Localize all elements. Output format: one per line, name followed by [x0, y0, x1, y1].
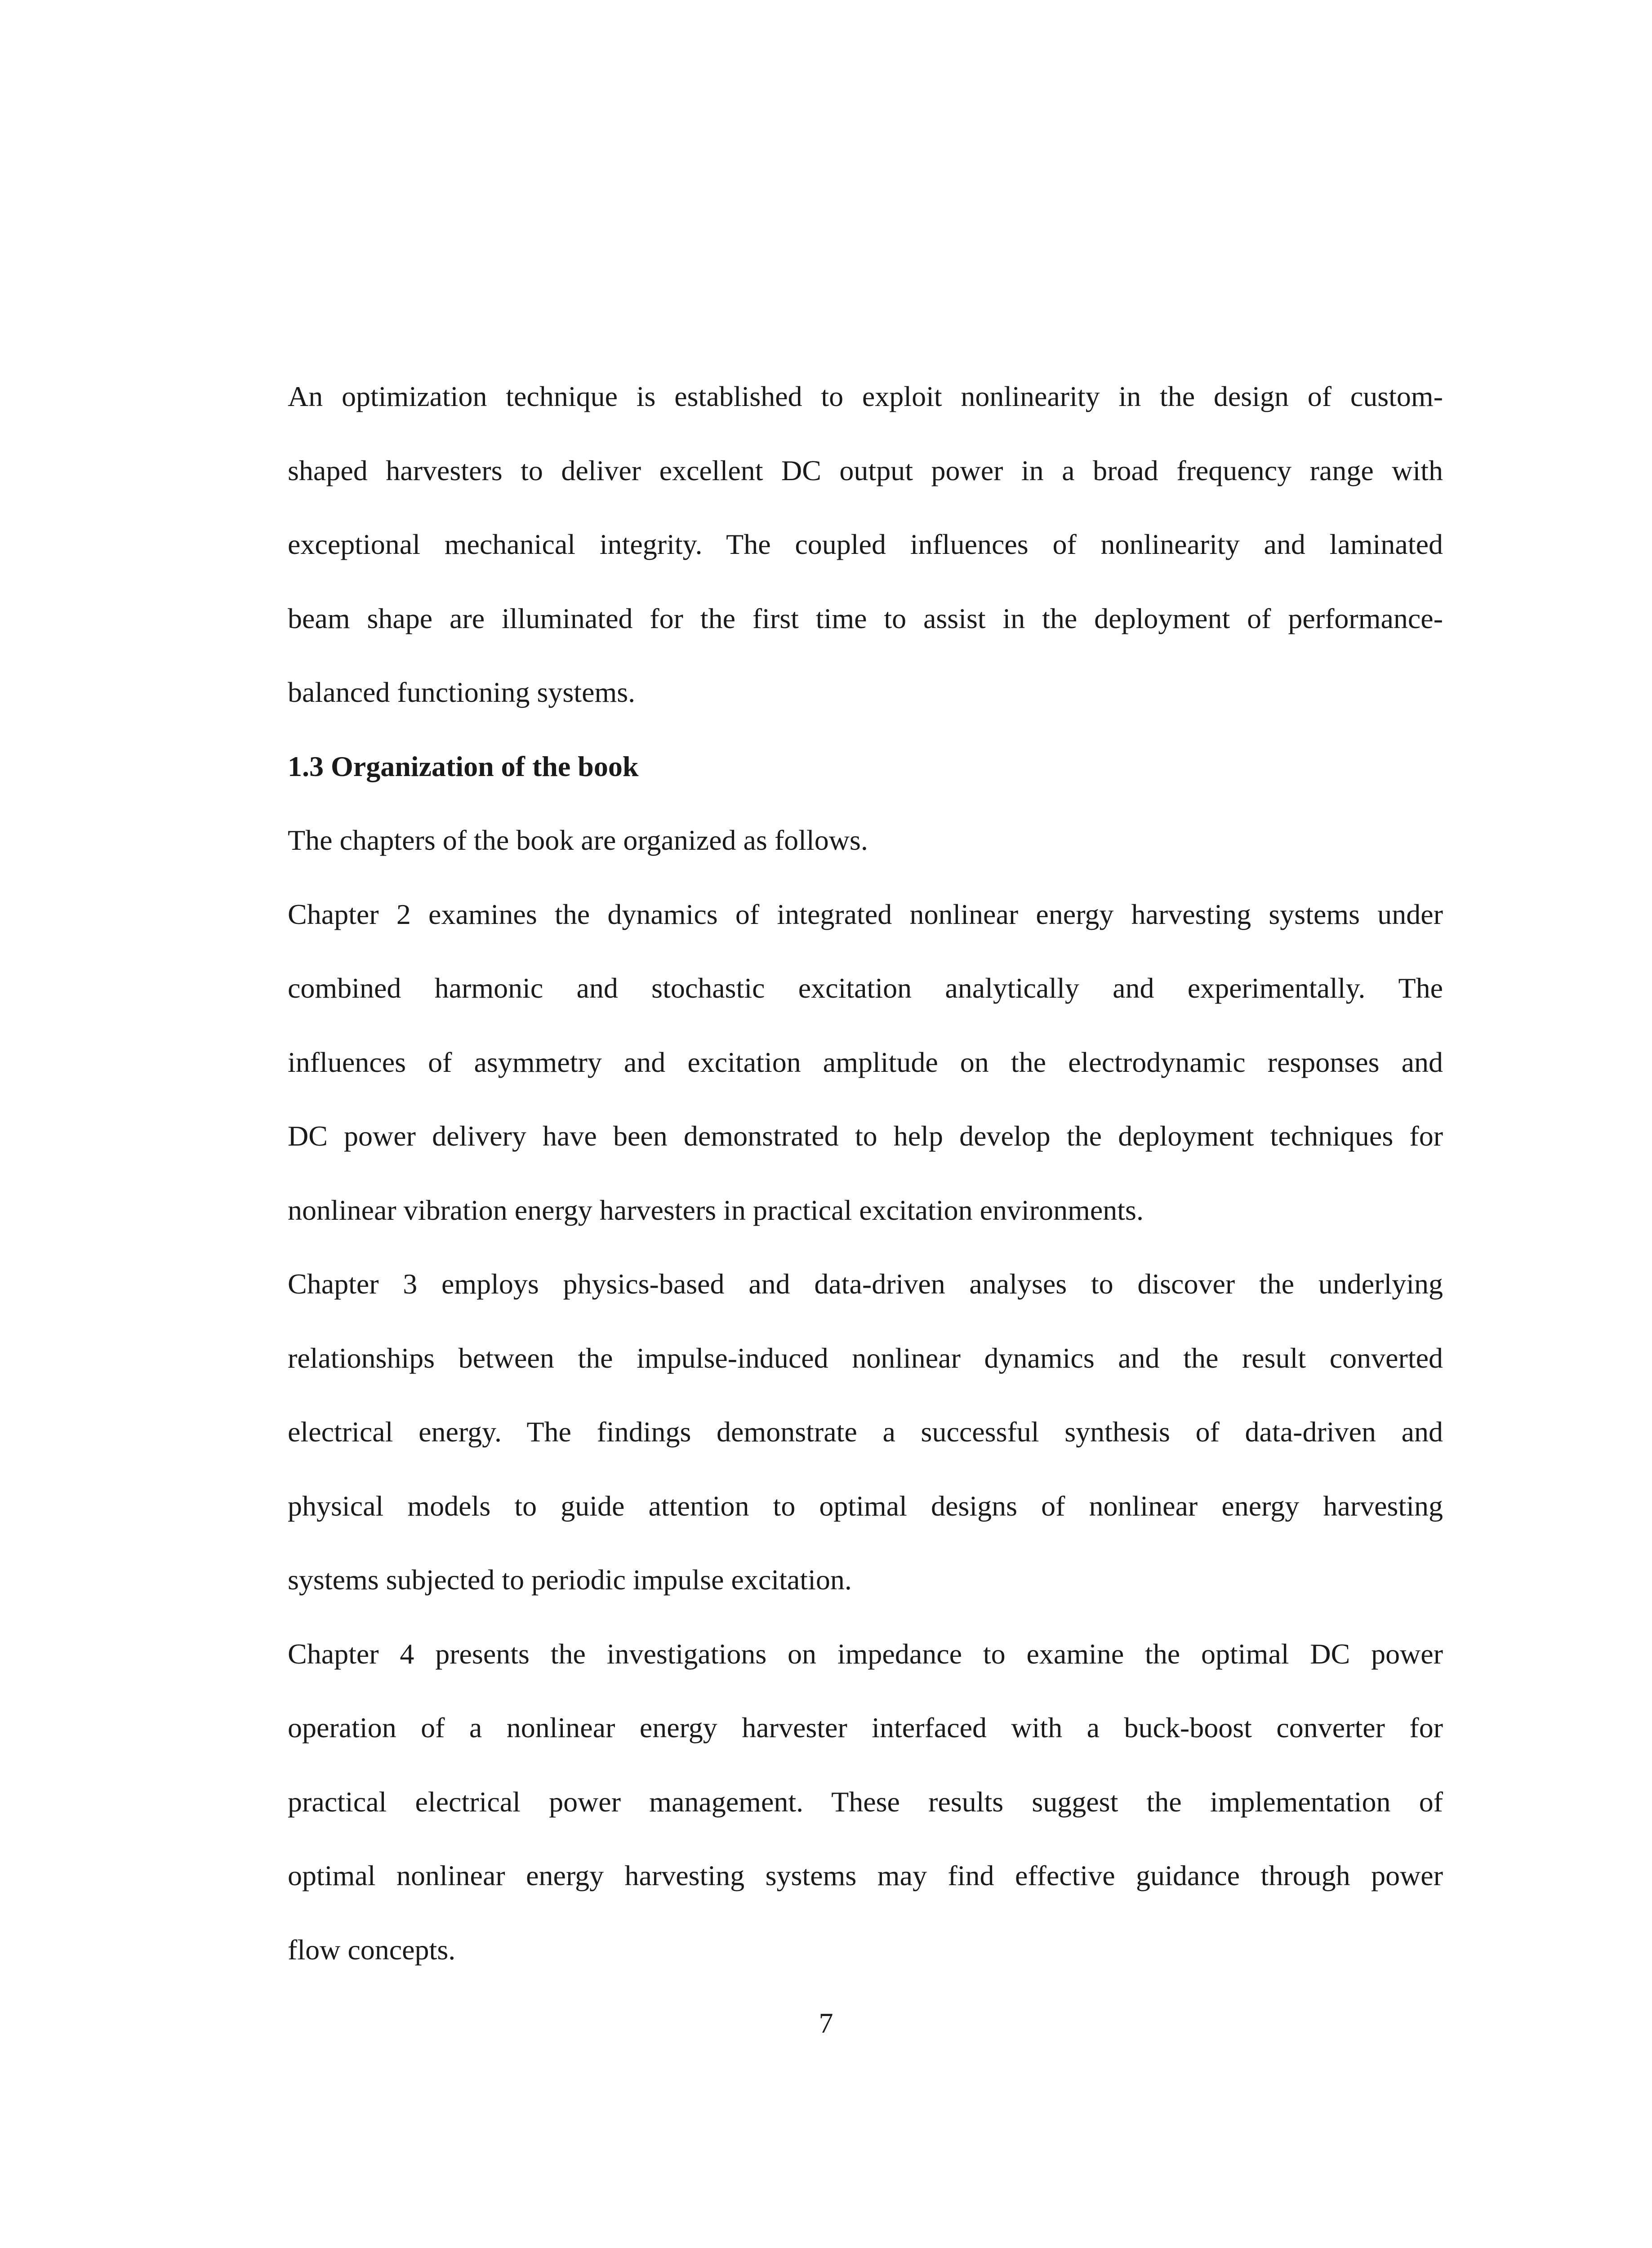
- paragraph-line: flow concepts.: [288, 1933, 456, 1966]
- paragraph-line: operation of a nonlinear energy harvester interfaced with a buck-boost converter for: [288, 1712, 1443, 1744]
- paragraph-line: practical electrical power management. These results suggest the implementation of: [288, 1785, 1443, 1818]
- paragraph-line: combined harmonic and stochastic excitation analytically and experimentally. The: [288, 972, 1443, 1004]
- paragraph-chapter-3: [288, 1247, 1443, 1617]
- paragraph-chapter-4: [288, 1617, 1443, 1987]
- paragraph-line: DC power delivery have been demonstrated to help develop the deployment techniques for: [288, 1120, 1443, 1152]
- paragraph-line: Chapter 4 presents the investigations on impedance to examine the optimal DC power: [288, 1637, 1443, 1670]
- section-heading: 1.3 Organization of the book: [288, 750, 639, 782]
- paragraph-line: nonlinear vibration energy harvesters in practical excitation environments.: [288, 1194, 1144, 1226]
- paragraph-line: An optimization technique is established to exploit nonlinearity in the design of custom-: [288, 380, 1443, 412]
- paragraph-line: balanced functioning systems.: [288, 676, 636, 708]
- paragraph-line: exceptional mechanical integrity. The coupled influences of nonlinearity and laminated: [288, 528, 1443, 560]
- paragraph-optimization: [288, 360, 1443, 730]
- intro-sentence: The chapters of the book are organized as follows.: [288, 824, 868, 856]
- page-body: [288, 360, 1443, 1987]
- paragraph-line: physical models to guide attention to optimal designs of nonlinear energy harvesting: [288, 1490, 1443, 1522]
- paragraph-line: Chapter 3 employs physics-based and data-driven analyses to discover the underlying: [288, 1268, 1443, 1300]
- paragraph-line: electrical energy. The findings demonstrate a successful synthesis of data-driven and: [288, 1416, 1443, 1448]
- paragraph-line: influences of asymmetry and excitation amplitude on the electrodynamic responses and: [288, 1046, 1443, 1078]
- paragraph-line: relationships between the impulse-induced nonlinear dynamics and the result converted: [288, 1342, 1443, 1374]
- paragraph-line: Chapter 2 examines the dynamics of integrated nonlinear energy harvesting systems under: [288, 898, 1443, 930]
- paragraph-chapter-2: [288, 878, 1443, 1248]
- paragraph-line: optimal nonlinear energy harvesting systems may find effective guidance through power: [288, 1860, 1443, 1891]
- page-number: 7: [819, 2007, 833, 2039]
- paragraph-line: beam shape are illuminated for the first time to assist in the deployment of performance-: [288, 602, 1443, 634]
- paragraph-line: systems subjected to periodic impulse excitation.: [288, 1564, 852, 1596]
- paragraph-line: shaped harvesters to deliver excellent DC output power in a broad frequency range with: [288, 454, 1443, 486]
